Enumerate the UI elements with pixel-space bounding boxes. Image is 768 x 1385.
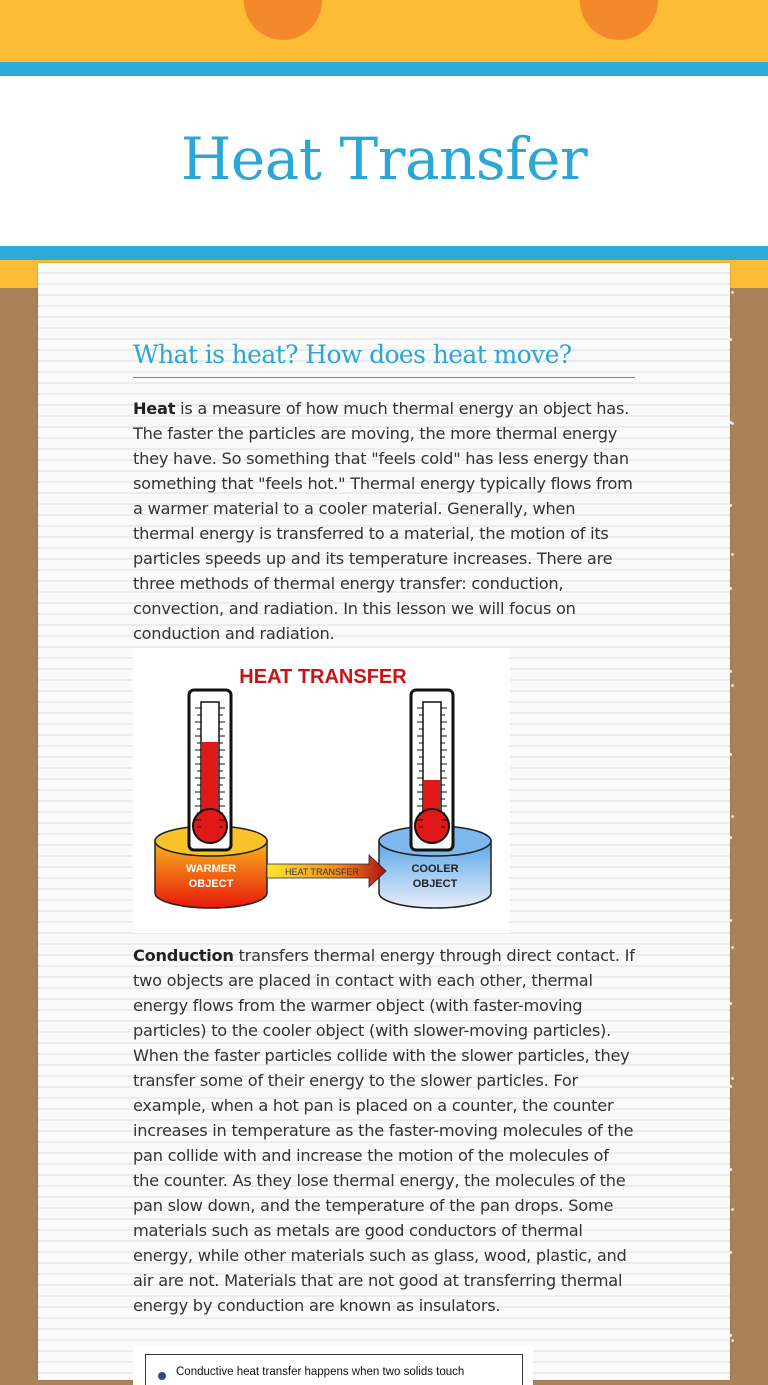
figure-title: HEAT TRANSFER — [239, 666, 407, 688]
section-heading: What is heat? How does heat move? — [133, 340, 635, 378]
warm-thermometer — [189, 690, 231, 850]
cool-thermometer — [411, 690, 453, 850]
warm-label-2: OBJECT — [188, 878, 234, 890]
arrow-label: HEAT TRANSFER — [284, 867, 360, 877]
decor-circle-right — [580, 0, 658, 40]
heat-term: Heat — [133, 399, 176, 418]
top-banner — [0, 0, 768, 62]
cool-label-1: COOLER — [411, 863, 459, 875]
conduction-term: Conduction — [133, 946, 234, 965]
cool-label-2: OBJECT — [412, 878, 458, 890]
warm-label-1: WARMER — [185, 863, 237, 875]
bullet-icon — [158, 1372, 166, 1380]
page-title: Heat Transfer — [180, 125, 588, 193]
conduction-bullet-text: Conductive heat transfer happens when two solids touch — [176, 1366, 465, 1378]
intro-paragraph-block — [133, 396, 635, 646]
intro-paragraph — [133, 396, 635, 646]
bottom-stripe — [0, 246, 768, 260]
decor-circle-left — [244, 0, 322, 40]
conduction-paragraph — [133, 943, 635, 1318]
heat-transfer-diagram — [133, 648, 510, 933]
conduction-figure-box — [145, 1354, 523, 1385]
top-stripe — [0, 62, 768, 76]
heat-transfer-figure — [133, 648, 510, 933]
conduction-text: transfers thermal energy through direct contact. If two objects are placed in contact with each other, thermal energy flows from the warmer object (with faster-moving particles) to the cooler object (with slower-moving particles). When the faster particles collide with the slower particles, they transfer some of their energy to the slower particles. For example, when a hot pan is placed on a counter, the counter increases in temperature as the faster-moving molecules of the pan collide with and increase the motion of the molecules of the counter. As they lose thermal energy, the molecules of the pan slow down, and the temperature of the pan drops. Some materials such as metals are good conductors of thermal energy, while other materials such as glass, wood, plastic, and air are not. Materials that are not good at transferring thermal energy by conduction are known as insulators. — [133, 946, 635, 1315]
heat-transfer-arrow — [267, 855, 386, 887]
intro-text: is a measure of how much thermal energy an object has. The faster the particles are moving, the more thermal energy they have. So something that "feels cold" has less energy than something that "feels hot." Thermal energy typically flows from a warmer material to a cooler material. Generally, when thermal energy is transferred to a material, the motion of its particles speeds up and its temperature increases. There are three methods of thermal energy transfer: conduction, convection, and radiation. In this lesson we will focus on conduction and radiation. — [133, 399, 633, 643]
conduction-paragraph-block — [133, 943, 635, 1318]
conduction-figure — [133, 1345, 533, 1385]
